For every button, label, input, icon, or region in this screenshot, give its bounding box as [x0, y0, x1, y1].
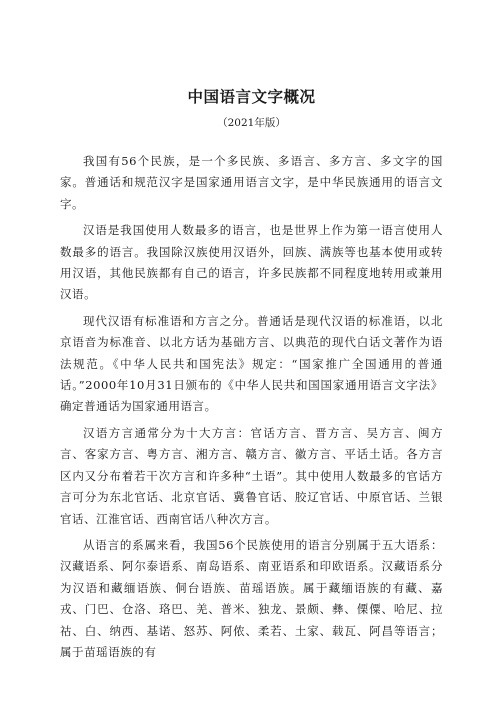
- paragraph: 从语言的系属来看，我国56个民族使用的语言分别属于五大语系：汉藏语系、阿尔泰语系、南岛语系、南亚语系和印欧语系。汉藏语系分为汉语和藏缅语族、侗台语族、苗瑶语族。属于藏缅语族的有藏、嘉戎、门巴、仓洛、珞巴、羌、普米、独龙、景颇、彝、傈僳、哈尼、拉祜、白、纳西、基诺、怒苏、阿侬、柔若、土家、载瓦、阿昌等语言；属于苗瑶语族的有: [60, 537, 443, 659]
- document-body: [60, 151, 443, 663]
- paragraph: 我国有56个民族，是一个多民族、多语言、多方言、多文字的国家。普通话和规范汉字是国家通用语言文字，是中华民族通用的语言文字。: [60, 154, 443, 211]
- document-subtitle: （2021年版）: [217, 117, 286, 129]
- paragraph: 汉语方言通常分为十大方言：官话方言、晋方言、吴方言、闽方言、客家方言、粤方言、湘方言、赣方言、徽方言、平话土话。各方言区内又分布着若干次方言和许多种“土语”。其中使用人数最多的官话方言可分为东北官话、北京官话、冀鲁官话、胶辽官话、中原官话、兰银官话、江淮官话、西南官话八种次方言。: [60, 425, 443, 526]
- paragraph: 汉语是我国使用人数最多的语言，也是世界上作为第一语言使用人数最多的语言。我国除汉族使用汉语外，回族、满族等也基本使用或转用汉语，其他民族都有自己的语言，许多民族都不同程度地转用或兼用汉语。: [60, 223, 443, 302]
- paragraph: 现代汉语有标准语和方言之分。普通话是现代汉语的标准语，以北京语音为标准音、以北方话为基础方言、以典范的现代白话文著作为语法规范。《中华人民共和国宪法》规定：“国家推广全国通用的普通话。”2000年10月31日颁布的《中华人民共和国国家通用语言文字法》确定普通话为国家通用语言。: [60, 313, 443, 414]
- document-title: 中国语言文字概况: [187, 88, 316, 106]
